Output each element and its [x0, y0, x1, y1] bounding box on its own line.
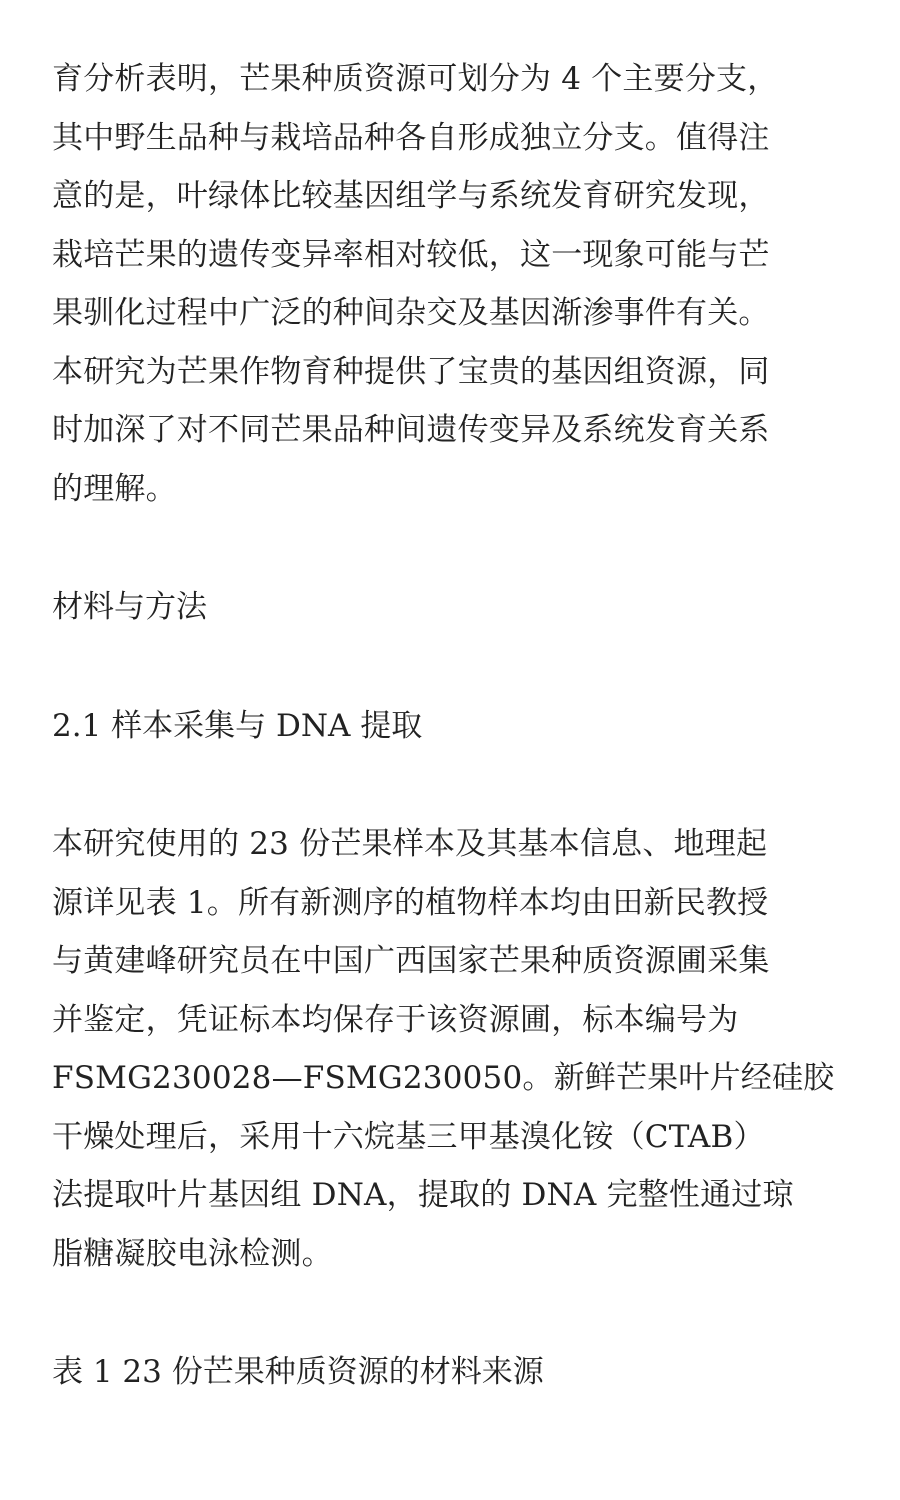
- methods-paragraph: [52, 815, 852, 1283]
- text-line: 育分析表明，芒果种质资源可划分为 4 个主要分支，: [52, 61, 779, 97]
- text-line: 的理解。: [52, 470, 177, 507]
- article-body: [52, 50, 852, 1462]
- text-line: 意的是，叶绿体比较基因组学与系统发育研究发现，: [52, 178, 770, 214]
- text-line: 干燥处理后，采用十六烷基三甲基溴化铵（CTAB）: [52, 1118, 765, 1155]
- subsection-title: 2.1 样本采集与 DNA 提取: [52, 707, 423, 744]
- text-line: 脂糖凝胶电泳检测。: [52, 1235, 333, 1272]
- text-line: 栽培芒果的遗传变异率相对较低，这一现象可能与芒: [52, 236, 770, 273]
- text-line: 源详见表 1。所有新测序的植物样本均由田新民教授: [52, 884, 769, 921]
- section-title: 材料与方法: [52, 589, 207, 625]
- table-caption: 表 1 23 份芒果种质资源的材料来源: [52, 1354, 544, 1390]
- text-line: 果驯化过程中广泛的种间杂交及基因渐渗事件有关。: [52, 295, 770, 331]
- text-line: 本研究使用的 23 份芒果样本及其基本信息、地理起: [52, 826, 768, 862]
- text-line: 并鉴定，凭证标本均保存于该资源圃，标本编号为: [52, 1001, 739, 1038]
- text-line: 本研究为芒果作物育种提供了宝贵的基因组资源，同: [52, 353, 770, 390]
- text-line: 时加深了对不同芒果品种间遗传变异及系统发育关系: [52, 412, 770, 448]
- text-line: 法提取叶片基因组 DNA，提取的 DNA 完整性通过琼: [52, 1177, 794, 1213]
- text-line: 其中野生品种与栽培品种各自形成独立分支。值得注: [52, 119, 770, 156]
- text-line: FSMG230028—FSMG230050。新鲜芒果叶片经硅胶: [52, 1060, 835, 1096]
- intro-paragraph: [52, 50, 852, 518]
- text-line: 与黄建峰研究员在中国广西国家芒果种质资源圃采集: [52, 943, 770, 979]
